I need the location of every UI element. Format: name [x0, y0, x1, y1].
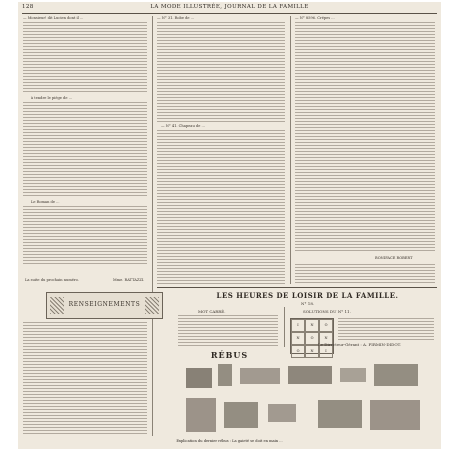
body-text	[157, 130, 285, 284]
column-divider	[290, 16, 291, 284]
rebus-picture	[186, 368, 212, 388]
col1-first-line: — Monsieur! dit Lucien dont il ...	[23, 16, 84, 20]
journal-title: LA MODE ILLUSTRÉE, JOURNAL DE LA FAMILLE	[150, 4, 309, 10]
column-divider	[152, 16, 153, 436]
page-number: 128	[22, 4, 34, 10]
column-2	[157, 16, 285, 286]
grid-cell: O	[291, 345, 305, 358]
author-signature: Mme. RATTAZZI.	[113, 278, 145, 282]
solution-grid	[290, 318, 334, 354]
col3-first-line: — N° 8596. Crépes ...	[295, 16, 335, 20]
rebus-picture	[218, 364, 232, 386]
column-divider	[284, 307, 285, 347]
grid-cell: N	[291, 332, 305, 345]
banner-label: RENSEIGNEMENTS	[68, 301, 141, 308]
rebus-picture	[318, 400, 362, 428]
rebus-title: RÉBUS	[210, 350, 249, 360]
body-text	[295, 264, 435, 284]
solution-text	[338, 318, 434, 340]
rebus-caption: Explication du dernier rébus : La gaieté se doit en main ...	[176, 439, 283, 443]
body-text	[23, 22, 147, 94]
renseignements-banner	[46, 292, 163, 319]
col3-signature: BONIFACE ROBERT	[375, 256, 413, 260]
body-text	[178, 315, 278, 347]
rebus-picture	[240, 368, 280, 384]
body-text	[338, 318, 434, 340]
rebus-picture	[374, 364, 418, 386]
grid-cell: I	[291, 319, 305, 332]
body-text	[23, 102, 147, 198]
rebus-picture	[224, 402, 258, 428]
rebus-picture	[186, 398, 216, 432]
rebus-picture	[370, 400, 420, 430]
column-1	[23, 16, 147, 286]
grid-cell: I	[319, 345, 333, 358]
leisure-title: LES HEURES DE LOISIR DE LA FAMILLE.	[216, 291, 399, 300]
col1-text-line: à tendre le piège de ...	[31, 96, 73, 100]
mot-carre-heading: MOT CARRÉ.	[198, 309, 226, 314]
col2-text-line: — N° 41. Chapeau de ...	[161, 124, 205, 128]
continuation-note: La suite du prochain numéro.	[25, 278, 79, 282]
body-text	[23, 322, 147, 434]
page-header	[18, 4, 441, 12]
body-text	[157, 22, 285, 122]
rebus-picture	[340, 368, 366, 382]
body-text	[23, 206, 147, 266]
magazine-page	[18, 2, 441, 449]
rebus-picture	[288, 366, 332, 384]
solutions-heading: SOLUTIONS DU N° 11.	[303, 309, 351, 314]
grid-cell: O	[319, 319, 333, 332]
grid-cell: O	[305, 332, 319, 345]
grid-cell: N	[319, 332, 333, 345]
body-text	[295, 22, 435, 252]
puzzle-text	[178, 315, 278, 347]
header-rule	[22, 13, 437, 14]
rebus-picture	[268, 404, 296, 422]
leisure-number: N° 18.	[301, 301, 315, 306]
section-rule	[157, 287, 437, 288]
renseignements-text	[23, 322, 147, 434]
director-signature: Le Directeur-Gérant : A. FIRMIN-DIDOT.	[318, 342, 401, 347]
col1-text-line: Le Roman de ...	[31, 200, 60, 204]
grid-cell: N	[305, 319, 319, 332]
grid-cell: N	[305, 345, 319, 358]
col2-first-line: — N° 31. Robe de ...	[157, 16, 195, 20]
column-3	[295, 16, 435, 286]
